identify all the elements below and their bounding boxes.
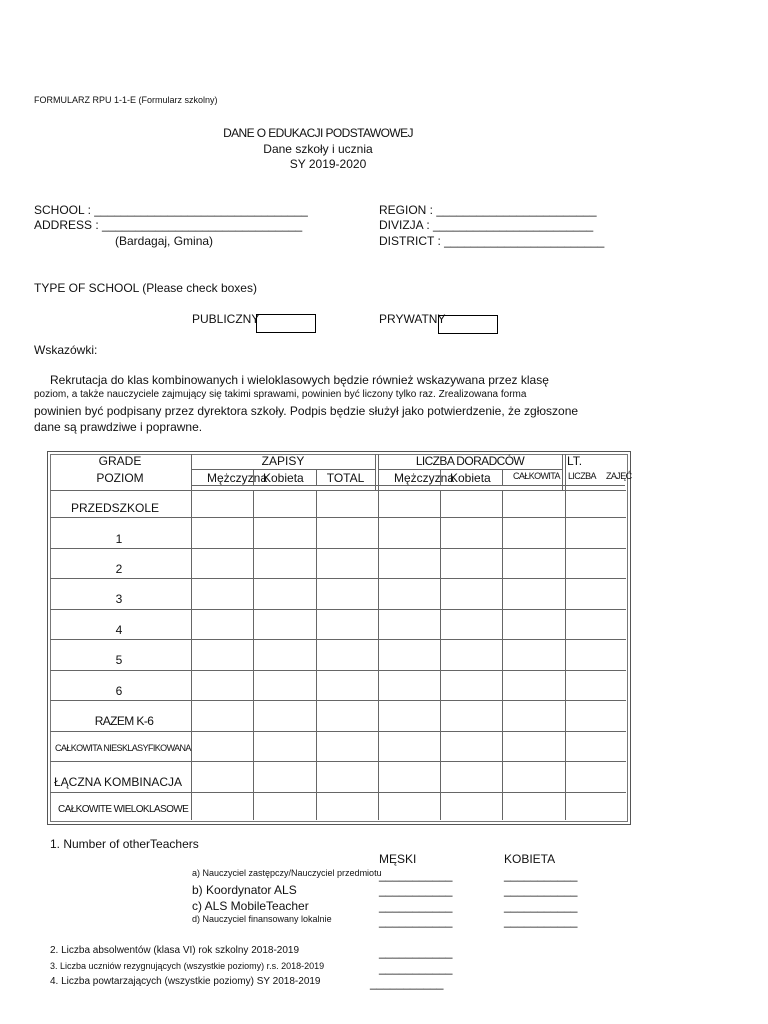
female-column-label: KOBIETA bbox=[504, 852, 556, 866]
question-graduates: 2. Liczba absolwentów (klasa VI) rok szkolny 2018-2019 bbox=[50, 945, 300, 956]
question-dropouts: 3. Liczba uczniów rezygnujących (wszystkie poziomy) r.s. 2018-2019 bbox=[50, 961, 325, 971]
advisers-header: LICZBA DORADCÓW bbox=[415, 454, 525, 468]
teacher-c-male-blank[interactable]: ___________ bbox=[379, 899, 453, 913]
instructions-line: poziom, a także nauczyciele zajmujący się takimi sprawami, powinien być liczony tylko raz. Zrealizowana forma bbox=[34, 389, 527, 400]
row-label-grade-2: 2 bbox=[115, 562, 123, 576]
lt-header: LT. bbox=[567, 454, 583, 468]
teacher-c-female-blank[interactable]: ___________ bbox=[504, 899, 578, 913]
male-column-label: MĘSKI bbox=[379, 852, 417, 866]
enrollment-header: ZAPISY bbox=[261, 454, 305, 468]
row-label-combination: ŁĄCZNA KOMBINACJA bbox=[54, 775, 183, 789]
graduates-blank[interactable]: ___________ bbox=[379, 945, 453, 959]
level-header: POZIOM bbox=[96, 471, 144, 485]
row-label-grade-6: 6 bbox=[115, 684, 123, 698]
public-checkbox[interactable] bbox=[256, 314, 316, 333]
male-header: Mężczyzna bbox=[207, 471, 268, 485]
form-title: DANE O EDUKACJI PODSTAWOWEJ bbox=[223, 126, 413, 140]
row-label-grade-3: 3 bbox=[115, 592, 123, 606]
teacher-a-male-blank[interactable]: ___________ bbox=[379, 868, 453, 882]
school-year: SY 2019-2020 bbox=[289, 157, 367, 171]
instructions-line: powinien być podpisany przez dyrektora szkoły. Podpis będzie służył jako potwierdzenie, że zgłoszone bbox=[34, 404, 579, 418]
division-field[interactable]: DIVIZJA : ________________________ bbox=[379, 218, 594, 232]
row-label-grade-1: 1 bbox=[115, 532, 123, 546]
total-header: TOTAL bbox=[326, 471, 365, 485]
district-field[interactable]: DISTRICT : ________________________ bbox=[379, 234, 605, 248]
instructions-heading: Wskazówki: bbox=[34, 343, 98, 357]
teacher-b-male-blank[interactable]: ___________ bbox=[379, 883, 453, 897]
form-subtitle: Dane szkoły i ucznia bbox=[263, 142, 373, 156]
teachers-heading: 1. Number of otherTeachers bbox=[50, 837, 199, 851]
dropouts-blank[interactable]: ___________ bbox=[379, 961, 453, 975]
question-repeaters: 4. Liczba powtarzających (wszystkie poziomy) SY 2018-2019 bbox=[50, 976, 321, 987]
school-field[interactable]: SCHOOL : ________________________________ bbox=[34, 203, 308, 217]
instructions-line: Rekrutacja do klas kombinowanych i wieloklasowych będzie również wskazywana przez klasę bbox=[50, 373, 549, 387]
private-checkbox[interactable] bbox=[438, 315, 498, 334]
region-field[interactable]: REGION : ________________________ bbox=[379, 203, 597, 217]
row-label-grade-4: 4 bbox=[115, 623, 123, 637]
teacher-item-d: d) Nauczyciel finansowany lokalnie bbox=[192, 914, 332, 924]
adviser-male-header: Mężczyzna bbox=[394, 471, 455, 485]
instructions-line: dane są prawdziwe i poprawne. bbox=[34, 420, 203, 434]
private-label: PRYWATNY bbox=[379, 312, 446, 326]
address-field[interactable]: ADDRESS : ______________________________ bbox=[34, 218, 303, 232]
teacher-item-a: a) Nauczyciel zastępczy/Nauczyciel przedmiotu bbox=[192, 868, 382, 878]
public-label: PUBLICZNY bbox=[192, 312, 260, 326]
teacher-b-female-blank[interactable]: ___________ bbox=[504, 883, 578, 897]
row-label-kindergarten: PRZEDSZKOLE bbox=[70, 501, 160, 515]
teacher-a-female-blank[interactable]: ___________ bbox=[504, 868, 578, 882]
row-label-total-ungraded: CAŁKOWITA NIESKLASYFIKOWANA bbox=[55, 743, 191, 753]
grade-header: GRADE bbox=[98, 454, 142, 468]
adviser-female-header: Kobieta bbox=[450, 471, 491, 485]
type-of-school-label: TYPE OF SCHOOL (Please check boxes) bbox=[34, 281, 257, 295]
teacher-d-male-blank[interactable]: ___________ bbox=[379, 914, 453, 928]
address-hint: (Bardagaj, Gmina) bbox=[115, 234, 214, 248]
classes-header: ZAJĘĆ bbox=[606, 471, 632, 481]
row-label-grade-5: 5 bbox=[115, 653, 123, 667]
teacher-d-female-blank[interactable]: ___________ bbox=[504, 914, 578, 928]
row-label-multigrade: CAŁKOWITE WIELOKLASOWE bbox=[58, 804, 189, 815]
form-code: FORMULARZ RPU 1-1-E (Formularz szkolny) bbox=[34, 95, 218, 105]
repeaters-blank[interactable]: ___________ bbox=[370, 976, 444, 990]
female-header: Kobieta bbox=[263, 471, 304, 485]
row-label-total-k6: RAZEM K-6 bbox=[94, 714, 154, 728]
teacher-item-c: c) ALS MobileTeacher bbox=[192, 899, 309, 913]
adviser-total-header: CAŁKOWITA bbox=[513, 471, 560, 481]
count-header: LICZBA bbox=[568, 471, 596, 481]
teacher-item-b: b) Koordynator ALS bbox=[192, 883, 297, 897]
